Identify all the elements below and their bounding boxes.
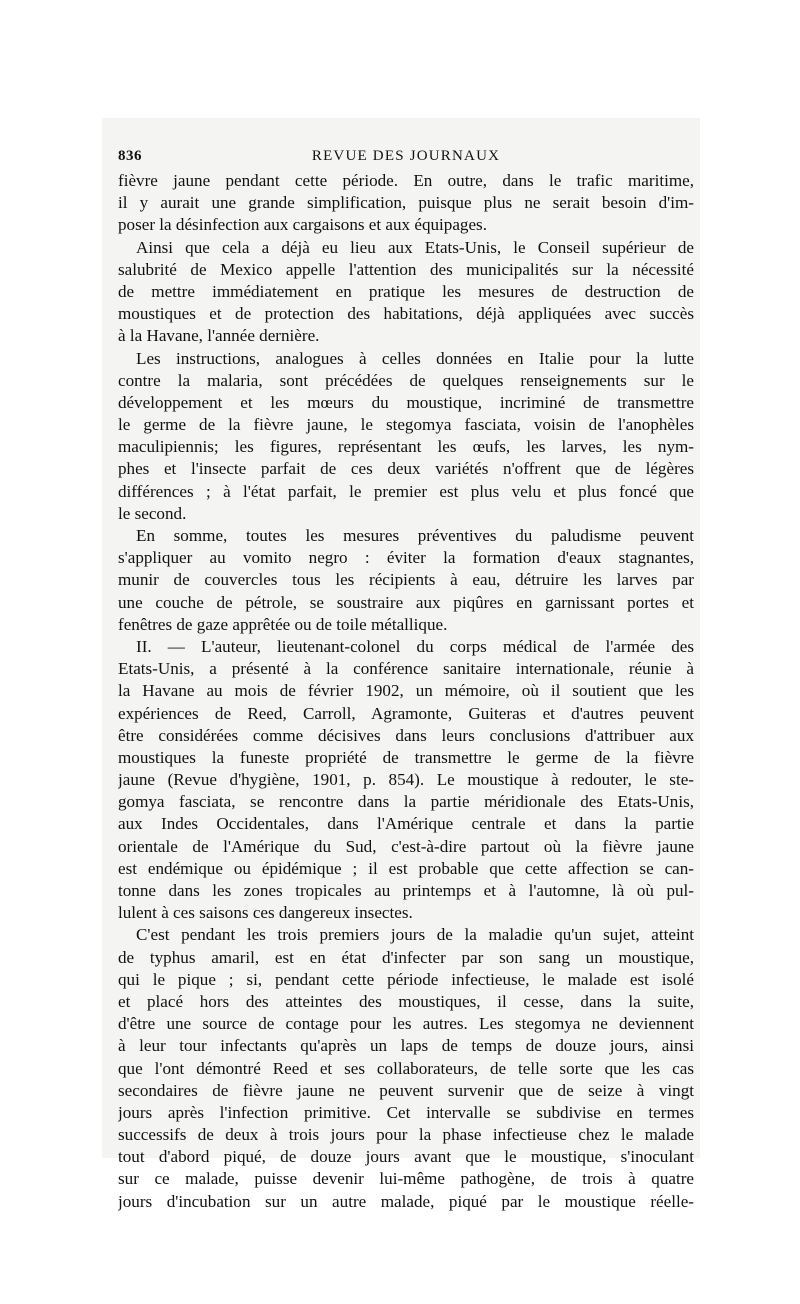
text-line: jaune (Revue d'hygiène, 1901, p. 854). Le moustique à redouter, le ste-	[118, 770, 694, 790]
text-line: C'est pendant les trois premiers jours de la maladie qu'un sujet, atteint	[136, 925, 694, 945]
text-line: sur ce malade, puisse devenir lui-même pathogène, de trois à quatre	[118, 1169, 694, 1189]
text-line: la Havane au mois de février 1902, un mémoire, où il soutient que les	[118, 681, 694, 701]
text-line: poser la désinfection aux cargaisons et aux équipages.	[118, 215, 487, 235]
text-line: gomya fasciata, se rencontre dans la partie méridionale des Etats-Unis,	[118, 792, 694, 812]
text-line: à la Havane, l'année dernière.	[118, 326, 320, 346]
text-line: tout d'abord piqué, de douze jours avant que le moustique, s'inoculant	[118, 1147, 694, 1167]
text-line: de typhus amaril, est en état d'infecter par son sang un moustique,	[118, 947, 694, 967]
text-line: s'appliquer au vomito negro : éviter la formation d'eaux stagnantes,	[118, 548, 694, 568]
text-line: Etats-Unis, a présenté à la conférence sanitaire internationale, réunie à	[118, 659, 694, 679]
text-line: successifs de deux à trois jours pour la phase infectieuse chez le malade	[118, 1125, 694, 1145]
text-line: le second.	[118, 503, 187, 523]
text-line: tonne dans les zones tropicales au printemps et à l'automne, là où pul-	[118, 881, 694, 900]
text-line: orientale de l'Amérique du Sud, c'est-à-dire partout où la fièvre jaune	[118, 836, 694, 856]
text-line: lulent à ces saisons ces dangereux insectes.	[118, 903, 413, 923]
page-number: 836	[118, 148, 142, 164]
text-line: maculipiennis; les figures, représentant les œufs, les larves, les nym-	[118, 437, 694, 457]
page-header	[118, 148, 694, 170]
text-line: fièvre jaune pendant cette période. En outre, dans le trafic maritime,	[118, 171, 694, 190]
text-line: contre la malaria, sont précédées de quelques renseignements sur le	[118, 370, 694, 390]
text-line: le germe de la fièvre jaune, le stegomya fasciata, voisin de l'anophèles	[118, 415, 694, 435]
text-line: à leur tour infectants qu'après un laps de temps de douze jours, ainsi	[118, 1036, 694, 1056]
text-line: aux Indes Occidentales, dans l'Amérique centrale et dans la partie	[118, 814, 694, 834]
text-line: salubrité de Mexico appelle l'attention des municipalités sur la nécessité	[118, 259, 694, 279]
text-line: jours d'incubation sur un autre malade, piqué par le moustique réelle-	[118, 1191, 694, 1211]
text-line: fenêtres de gaze apprêtée ou de toile métallique.	[118, 614, 448, 634]
text-line: être considérées comme décisives dans leurs conclusions d'attribuer aux	[118, 725, 694, 745]
text-line: Les instructions, analogues à celles données en Italie pour la lutte	[136, 348, 694, 368]
text-line: jours après l'infection primitive. Cet intervalle se subdivise en termes	[118, 1102, 694, 1122]
text-line: et placé hors des atteintes des moustiques, il cesse, dans la suite,	[118, 991, 694, 1011]
text-line: moustiques la funeste propriété de transmettre le germe de la fièvre	[118, 747, 694, 767]
text-line: secondaires de fièvre jaune ne peuvent survenir que de seize à vingt	[118, 1080, 694, 1100]
text-line: II. — L'auteur, lieutenant-colonel du corps médical de l'armée des	[136, 636, 694, 656]
text-line: différences ; à l'état parfait, le premier est plus velu et plus foncé que	[118, 481, 694, 501]
text-line: expériences de Reed, Carroll, Agramonte, Guiteras et d'autres peuvent	[118, 703, 694, 723]
text-line: que l'ont démontré Reed et ses collaborateurs, de telle sorte que les cas	[118, 1058, 694, 1078]
text-line: qui le pique ; si, pendant cette période infectieuse, le malade est isolé	[118, 969, 694, 989]
body-text	[118, 170, 694, 1213]
text-line: de mettre immédiatement en pratique les mesures de destruction de	[118, 281, 694, 301]
text-line: est endémique ou épidémique ; il est probable que cette affection se can-	[118, 858, 694, 878]
text-line: phes et l'insecte parfait de ces deux variétés n'offrent que de légères	[118, 459, 694, 479]
text-line: développement et les mœurs du moustique, incriminé de transmettre	[118, 392, 694, 412]
text-line: d'être une source de contage pour les autres. Les stegomya ne deviennent	[118, 1014, 694, 1034]
text-line: moustiques et de protection des habitations, déjà appliquées avec succès	[118, 304, 694, 324]
text-line: il y aurait une grande simplification, puisque plus ne serait besoin d'im-	[118, 193, 694, 213]
running-title: REVUE DES JOURNAUX	[311, 148, 501, 164]
text-line: munir de couvercles tous les récipients à eau, détruire les larves par	[118, 570, 694, 590]
text-line: En somme, toutes les mesures préventives du paludisme peuvent	[136, 526, 694, 545]
text-line: une couche de pétrole, se soustraire aux piqûres en garnissant portes et	[118, 592, 694, 612]
text-line: Ainsi que cela a déjà eu lieu aux Etats-Unis, le Conseil supérieur de	[136, 237, 694, 257]
